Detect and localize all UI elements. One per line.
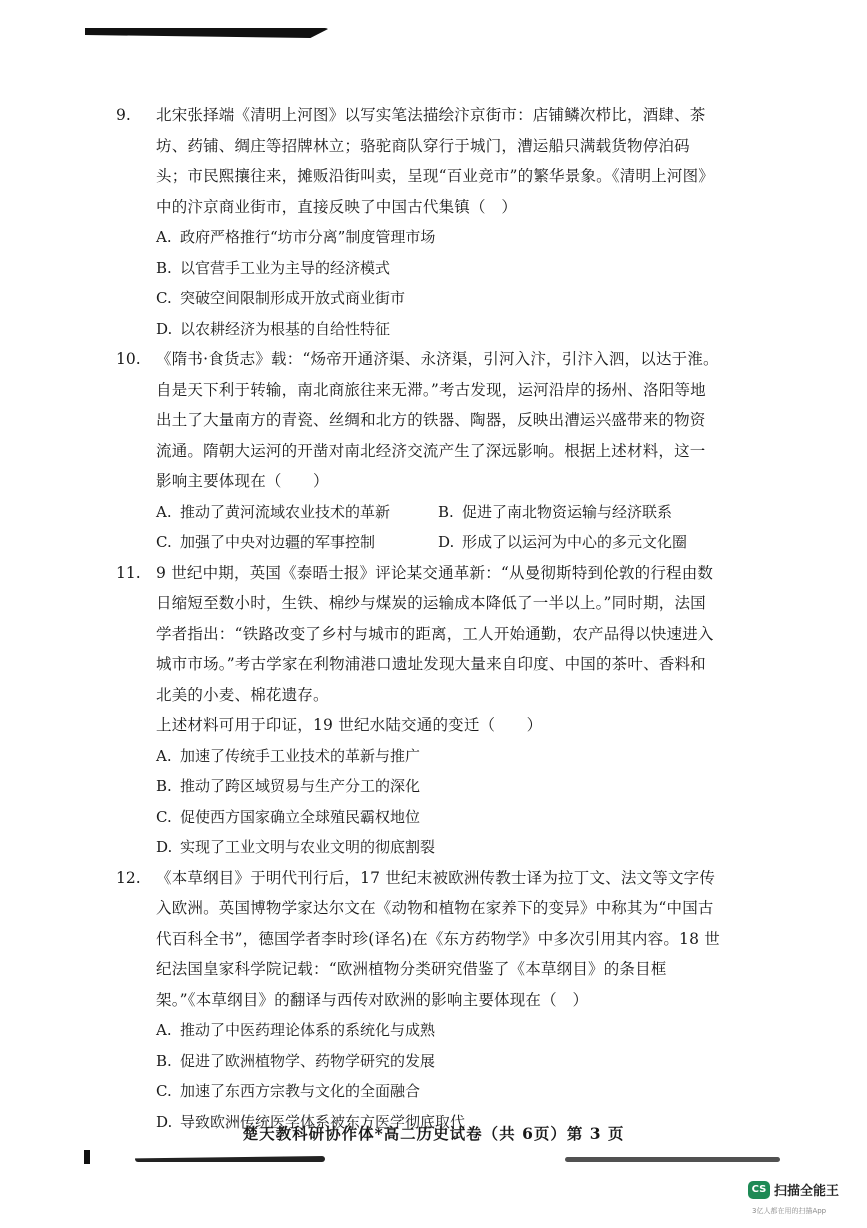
option-text: 以农耕经济为根基的自给性特征 xyxy=(180,319,391,338)
scanner-watermark xyxy=(748,1180,839,1199)
question-11 xyxy=(116,558,720,863)
question-stem: 9 世纪中期，英国《泰晤士报》评论某交通革新：“从曼彻斯特到伦敦的行程由数日缩短至数小时，生铁、棉纱与煤炭的运输成本降低了一半以上。”同时期，法国学者指出：“铁路改变了乡村与城市的距离，工人开始通勤，农产品得以快速进入城市市场。”考古学家在利物浦港口遗址发现大量来自印度、中国的茶叶、香料和北美的小麦、棉花遗存。 xyxy=(156,563,714,704)
option-d xyxy=(438,527,720,558)
question-9 xyxy=(116,100,720,344)
option-letter: C. xyxy=(156,807,172,826)
scan-artifact-top xyxy=(85,28,330,38)
question-number: 11. xyxy=(116,563,141,582)
option-letter: D. xyxy=(156,1112,173,1131)
question-12 xyxy=(116,863,720,1138)
question-stem: 北宋张择端《清明上河图》以写实笔法描绘汴京街市：店铺鳞次栉比，酒肆、茶坊、药铺、绸庄等招牌林立；骆驼商队穿行于城门，漕运船只满载货物停泊码头；市民熙攘往来，摊贩沿街叫卖，呈现“百业竞市”的繁华景象。《清明上河图》中的汴京商业街市，直接反映了中国古代集镇（ ） xyxy=(156,106,715,216)
option-letter: C. xyxy=(156,289,172,307)
scan-artifact-bottom-left xyxy=(84,1150,90,1164)
exam-content xyxy=(116,100,720,1137)
question-10 xyxy=(116,344,720,558)
option-letter: A. xyxy=(156,746,172,765)
question-stem: 《本草纲目》于明代刊行后，17 世纪末被欧洲传教士译为拉丁文、法文等文字传入欧洲。英国博物学家达尔文在《动物和植物在家养下的变异》中称其为“中国古代百科全书”，德国学者李时珍(译名)在《东方药物学》中多次引用其内容。18 世纪法国皇家科学院记载：“欧洲植物分类研究借鉴了《本草纲目》的条目框架。”《本草纲目》的翻译与西传对欧洲的影响主要体现在（ ） xyxy=(156,868,720,1009)
option-letter: B. xyxy=(156,258,172,277)
option-text: 加强了中央对边疆的军事控制 xyxy=(180,533,376,551)
option-row xyxy=(156,527,720,558)
option-b xyxy=(156,253,720,284)
option-c xyxy=(156,527,438,558)
option-b xyxy=(156,771,720,802)
option-text: 推动了中医药理论体系的系统化与成熟 xyxy=(180,1021,436,1039)
watermark-subtitle: 3亿人都在用的扫描App xyxy=(752,1207,827,1215)
option-text: 推动了跨区域贸易与生产分工的深化 xyxy=(180,777,421,795)
option-text: 促进了欧洲植物学、药物学研究的发展 xyxy=(180,1051,436,1070)
option-a xyxy=(156,222,720,253)
option-text: 以官营手工业为主导的经济模式 xyxy=(180,258,391,277)
camscanner-logo-icon: CS xyxy=(748,1181,770,1199)
option-c xyxy=(156,1076,720,1107)
scan-artifact-bottom-right xyxy=(565,1157,780,1162)
scan-artifact-bottom-mid xyxy=(135,1156,325,1162)
option-c xyxy=(156,802,720,833)
option-letter: B. xyxy=(156,1051,172,1070)
option-text: 推动了黄河流域农业技术的革新 xyxy=(180,502,391,521)
option-letter: D. xyxy=(156,319,173,338)
option-a xyxy=(156,1015,720,1046)
option-text: 促使西方国家确立全球殖民霸权地位 xyxy=(180,807,421,826)
option-letter: B. xyxy=(156,777,172,795)
option-letter: B. xyxy=(438,502,454,521)
option-text: 政府严格推行“坊市分离”制度管理市场 xyxy=(180,228,436,246)
question-prompt: 上述材料可用于印证，19 世纪水陆交通的变迁（ ） xyxy=(156,716,543,734)
option-d xyxy=(156,832,720,863)
option-b xyxy=(438,497,720,528)
watermark-name: 扫描全能王 xyxy=(774,1184,840,1199)
question-stem: 《隋书·食货志》载：“炀帝开通济渠、永济渠，引河入汴，引汴入泗，以达于淮。自是天下利于转输，南北商旅往来无滞。”考古发现，运河沿岸的扬州、洛阳等地出土了大量南方的青瓷、丝绸和北方的铁器、陶器，反映出漕运兴盛带来的物资流通。隋朝大运河的开凿对南北经济交流产生了深远影响。根据上述材料，这一影响主要体现在（ ） xyxy=(156,350,719,490)
option-letter: A. xyxy=(156,228,172,246)
option-text: 加速了传统手工业技术的革新与推广 xyxy=(180,746,421,765)
option-c xyxy=(156,283,720,314)
option-letter: A. xyxy=(156,502,172,521)
option-text: 实现了工业文明与农业文明的彻底割裂 xyxy=(180,838,436,856)
question-number: 10. xyxy=(116,350,141,368)
option-a xyxy=(156,497,438,528)
option-b xyxy=(156,1046,720,1077)
option-d xyxy=(156,314,720,345)
option-letter: D. xyxy=(438,533,455,551)
question-number: 9. xyxy=(116,106,131,124)
option-row xyxy=(156,497,720,528)
option-text: 形成了以运河为中心的多元文化圈 xyxy=(462,533,688,551)
option-letter: C. xyxy=(156,1082,172,1100)
option-letter: D. xyxy=(156,838,173,856)
option-text: 加速了东西方宗教与文化的全面融合 xyxy=(180,1082,421,1100)
option-a xyxy=(156,741,720,772)
option-letter: C. xyxy=(156,533,172,551)
option-text: 促进了南北物资运输与经济联系 xyxy=(462,502,673,521)
option-text: 突破空间限制形成开放式商业街市 xyxy=(180,289,406,307)
option-letter: A. xyxy=(156,1021,172,1039)
page-footer: 楚天教科研协作体*高二历史试卷（共 6页）第 3 页 xyxy=(242,1124,625,1143)
question-number: 12. xyxy=(116,868,141,887)
option-text: 导致欧洲传统医学体系被东方医学彻底取代 xyxy=(180,1112,466,1131)
